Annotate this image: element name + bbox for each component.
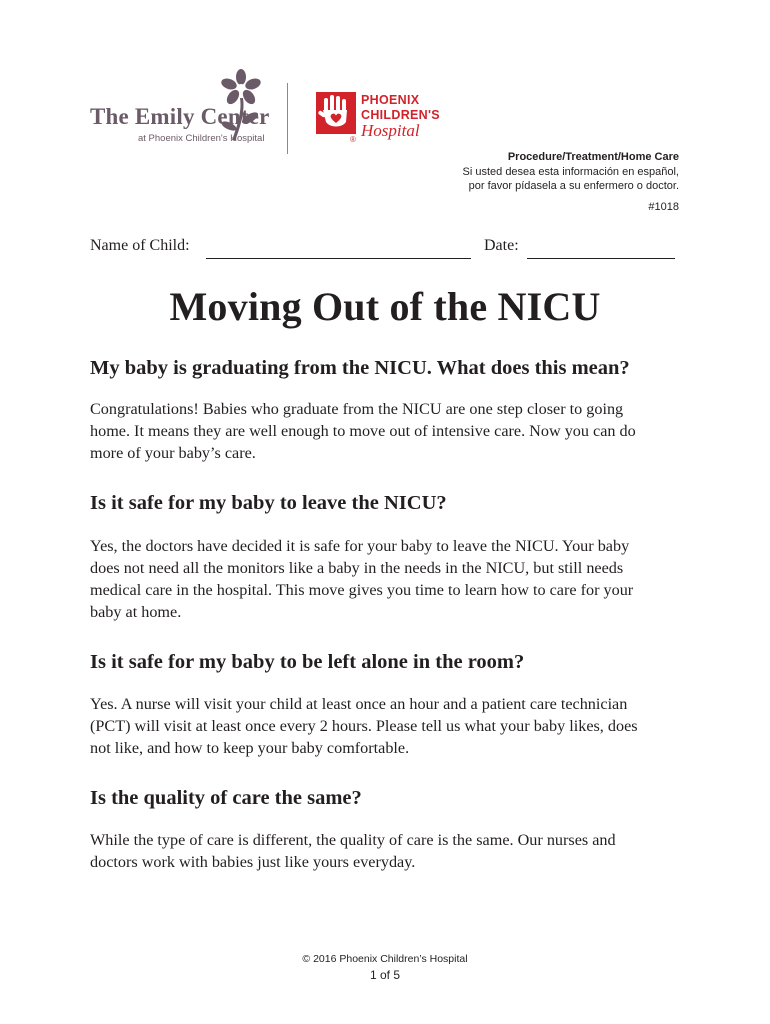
copyright: © 2016 Phoenix Children’s Hospital	[302, 953, 468, 965]
body-line: (PCT) will visit at least once every 2 hours. Please tell us what your baby likes, does	[90, 717, 638, 735]
body-line: home. It means they are well enough to move out of intensive care. Now you can do	[90, 422, 636, 440]
body-line: more of your baby’s care.	[90, 444, 256, 462]
page-number: 1 of 5	[369, 968, 401, 982]
pch-logo-line1: PHOENIX	[361, 93, 420, 107]
section-heading: Is it safe for my baby to leave the NICU?	[90, 492, 447, 514]
page-footer	[0, 951, 770, 983]
date-field[interactable]	[527, 258, 675, 259]
page-title: Moving Out of the NICU	[169, 284, 601, 329]
body-line: While the type of care is different, the quality of care is the same. Our nurses and	[90, 831, 616, 849]
section-heading: Is it safe for my baby to be left alone in the room?	[90, 651, 525, 673]
pch-logo-line2: CHILDREN'S	[361, 108, 440, 122]
section-heading: My baby is graduating from the NICU. What does this mean?	[90, 357, 630, 379]
child-name-label: Name of Child:	[90, 237, 190, 254]
body-line: Yes. A nurse will visit your child at least once an hour and a patient care technician	[90, 695, 628, 713]
hand-heart-icon	[316, 92, 356, 134]
registered-mark: ®	[350, 135, 356, 144]
date-label: Date:	[484, 237, 519, 254]
category-label: Procedure/Treatment/Home Care	[507, 151, 679, 163]
section-left-alone	[90, 650, 690, 759]
section-quality-of-care	[90, 786, 690, 873]
child-name-field[interactable]	[206, 258, 471, 259]
section-graduating	[90, 356, 690, 464]
body-line: Yes, the doctors have decided it is safe for your baby to leave the NICU. Your baby	[90, 537, 630, 555]
body-line: not like, and how to keep your baby comfortable.	[90, 739, 410, 757]
document-number: #1018	[648, 200, 679, 213]
section-safe-to-leave	[90, 491, 690, 623]
body-line: Congratulations! Babies who graduate from the NICU are one step closer to going	[90, 400, 624, 418]
logo-divider	[287, 83, 288, 154]
page-header	[0, 0, 770, 150]
body-line: medical care in the hospital. This move gives you time to learn how to care for your	[90, 581, 634, 599]
emily-center-name: The Emily Center	[90, 104, 270, 129]
emily-center-subtitle: at Phoenix Children's Hospital	[138, 133, 265, 144]
body-line: baby at home.	[90, 603, 182, 621]
body-line: doctors work with babies just like yours everyday.	[90, 853, 416, 871]
pch-logo-line3: Hospital	[361, 121, 420, 140]
spanish-notice-line1: Si usted desea esta información en español,	[462, 165, 679, 178]
spanish-notice-line2: por favor pídasela a su enfermero o doctor.	[468, 180, 679, 192]
body-line: does not need all the monitors like a baby in the needs in the NICU, but still needs	[90, 559, 624, 577]
document-meta	[463, 150, 679, 214]
section-heading: Is the quality of care the same?	[90, 787, 362, 809]
